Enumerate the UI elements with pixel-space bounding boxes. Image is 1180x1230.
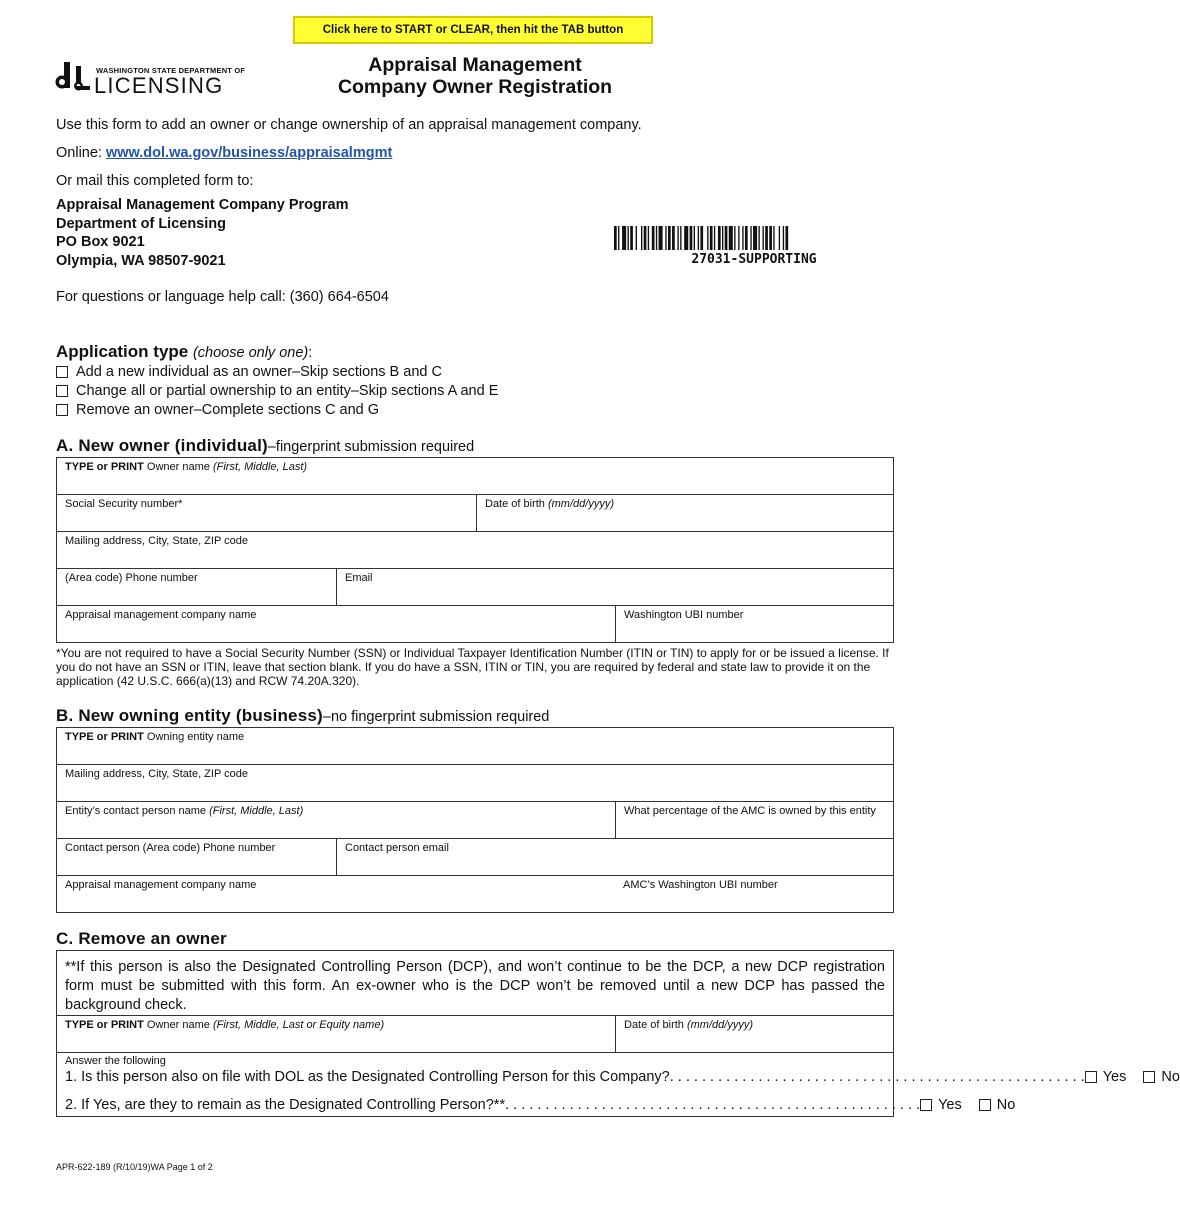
yes-checkbox[interactable] (920, 1099, 932, 1111)
barcode-bar (652, 226, 655, 250)
application-option[interactable] (56, 362, 498, 381)
no-checkbox[interactable] (1143, 1071, 1155, 1083)
field-label: Date of birth (485, 498, 545, 510)
barcode-bar (707, 226, 708, 250)
barcode-bar (758, 226, 759, 250)
amc-name-field[interactable] (57, 876, 615, 912)
barcode-bar (722, 226, 723, 250)
application-type-note: (choose only one) (192, 345, 309, 361)
option-checkbox[interactable] (56, 366, 68, 378)
ssn-field[interactable] (57, 495, 476, 531)
field-label: Owner name (146, 461, 210, 473)
no-checkbox[interactable] (979, 1099, 991, 1111)
form-row (57, 951, 893, 1016)
field-hint: (mm/dd/yyyy) (686, 1019, 753, 1031)
form-row (57, 1053, 1180, 1116)
form-row (57, 458, 893, 495)
address-line: Appraisal Management Company Program (56, 197, 349, 213)
section-b-subtitle: –no fingerprint submission required (322, 709, 550, 725)
barcode-bar (665, 226, 666, 250)
address-line: Olympia, WA 98507-9021 (56, 252, 226, 269)
field-label: (Area code) Phone number (65, 572, 198, 584)
barcode-bar (672, 226, 675, 250)
option-label: Add a new individual as an owner–Skip sections B and C (76, 363, 442, 380)
dot-leader: . . . . . . . . . . . . . . . . . . . . . . . . . . . . . . . . . . . . . . . . . . . . . . . . . . . . (669, 1069, 1085, 1085)
dot-leader: . . . . . . . . . . . . . . . . . . . . . . . . . . . . . . . . . . . . . . . . . . . . . . . . . . . . (505, 1097, 921, 1113)
barcode-bar (668, 226, 671, 250)
mailing-address-field[interactable] (57, 532, 893, 568)
application-type (56, 342, 498, 419)
barcode-bar (680, 226, 681, 250)
yes-label: Yes (1102, 1069, 1127, 1085)
section-b-heading (56, 706, 549, 726)
barcode-bar (725, 226, 728, 250)
start-clear-button[interactable]: Click here to START or CLEAR, then hit the TAB button (293, 16, 653, 44)
form-row (57, 1016, 893, 1053)
field-hint: (First, Middle, Last) (209, 805, 304, 817)
barcode-bar (729, 226, 733, 250)
barcode-bar (690, 226, 693, 250)
remove-owner-dob-field[interactable] (615, 1016, 893, 1052)
no-option[interactable] (1143, 1069, 1180, 1085)
section-b-title: B. New owning entity (business) (56, 706, 323, 725)
question-2 (65, 1097, 1016, 1113)
logo-small-text: WASHINGTON STATE DEPARTMENT OF (96, 66, 246, 75)
yes-checkbox[interactable] (1085, 1071, 1097, 1083)
field-label: Appraisal management company name (65, 609, 257, 621)
application-type-colon: : (308, 345, 313, 361)
questions-line: For questions or language help call: (360) 664-6504 (56, 289, 389, 305)
dcp-note: **If this person is also the Designated Controlling Person (DCP), and won’t continue to be the DCP, a new DCP registration form must be submitted with this form. An ex-owner who is the DCP won’t be removed until a new DCP has passed the background check. (65, 959, 885, 1013)
barcode-bar (710, 226, 713, 250)
mail-label: Or mail this completed form to: (56, 173, 254, 189)
application-option[interactable] (56, 400, 498, 419)
barcode-bar (750, 226, 751, 250)
question-text: 1. Is this person also on file with DOL as the Designated Controlling Person for this Company? (65, 1069, 670, 1085)
section-c-form (56, 950, 1180, 1117)
section-a-heading (56, 436, 474, 456)
barcode-bar (628, 226, 629, 250)
yes-option[interactable] (1085, 1069, 1127, 1085)
application-type-title: Application type (56, 342, 189, 361)
barcode-bar (745, 226, 748, 250)
form-footer: APR-622-189 (R/10/19)WA Page 1 of 2 (56, 1162, 213, 1172)
field-label: Appraisal management company name (65, 879, 257, 891)
option-label: Remove an owner–Complete sections C and G (76, 401, 380, 418)
address-line: Department of Licensing (56, 215, 226, 232)
field-label: Washington UBI number (624, 609, 744, 621)
barcode-bar (785, 226, 788, 250)
application-option[interactable] (56, 381, 498, 400)
field-label: Owning entity name (146, 731, 245, 743)
field-label: AMC’s Washington UBI number (623, 879, 778, 891)
barcode-bar (622, 226, 626, 250)
application-type-heading (56, 342, 498, 362)
intro-text: Use this form to add an owner or change ownership of an appraisal management company. (56, 117, 642, 133)
amc-ubi-field[interactable] (615, 876, 893, 912)
owner-name-field[interactable] (57, 458, 893, 494)
email-field[interactable] (336, 569, 893, 605)
field-label: Owner name (146, 1019, 210, 1031)
logo-big-text: LICENSING (94, 73, 224, 98)
barcode-bar (630, 226, 633, 250)
contact-name-field[interactable] (57, 802, 615, 838)
form-row (57, 839, 893, 876)
form-row (57, 532, 893, 569)
answer-label-text: Answer the following (65, 1055, 166, 1067)
section-a-subtitle: –fingerprint submission required (267, 439, 475, 455)
form-row (57, 876, 893, 912)
mailing-address (56, 196, 349, 270)
online-label: Online: (56, 145, 102, 161)
form-title-line1: Appraisal Management (368, 54, 582, 76)
entity-mailing-field[interactable] (57, 765, 893, 801)
remove-owner-name-field[interactable] (57, 1016, 615, 1052)
barcode-bar (783, 226, 784, 250)
form-row (57, 606, 893, 642)
barcode-bar (742, 226, 743, 250)
contact-phone-field[interactable] (57, 839, 336, 875)
yes-label: Yes (938, 1097, 962, 1113)
barcode-bar (753, 226, 757, 250)
barcode-bar (765, 226, 768, 250)
field-label: Entity’s contact person name (65, 805, 207, 817)
form-title-line2: Company Owner Registration (337, 76, 613, 98)
barcode-bar (738, 226, 739, 250)
barcode-bar (644, 226, 647, 250)
contact-email-field[interactable] (336, 839, 893, 875)
section-b-form (56, 727, 894, 913)
type-or-print-label: TYPE or PRINT (65, 461, 144, 473)
barcode-bar (656, 226, 657, 250)
ownership-percentage-field[interactable] (615, 802, 893, 838)
field-label: Mailing address, City, State, ZIP code (65, 535, 249, 547)
barcode-bar (734, 226, 735, 250)
entity-name-field[interactable] (57, 728, 893, 764)
field-label: Date of birth (624, 1019, 684, 1031)
barcode-bar (700, 226, 703, 250)
barcode-text: 27031-SUPPORTING (691, 252, 817, 267)
dob-field[interactable] (476, 495, 893, 531)
field-label: Social Security number* (65, 498, 183, 510)
option-label: Change all or partial ownership to an entity–Skip sections A and E (76, 382, 499, 399)
form-row (57, 802, 893, 839)
no-label: No (996, 1097, 1016, 1113)
barcode-bar (769, 226, 772, 250)
barcode-bar (659, 226, 663, 250)
form-row (57, 569, 893, 606)
yes-option[interactable] (920, 1097, 962, 1113)
dol-logo (56, 62, 246, 98)
online-link[interactable]: www.dol.wa.gov/business/appraisalmgmt (105, 145, 393, 161)
ubi-field[interactable] (615, 606, 893, 642)
form-row (57, 728, 893, 765)
field-label: Contact person email (345, 842, 449, 854)
barcode-bar (779, 226, 780, 250)
field-label: Contact person (Area code) Phone number (65, 842, 276, 854)
type-or-print-label: TYPE or PRINT (65, 731, 144, 743)
barcode-bar (718, 226, 721, 250)
form-row (57, 495, 893, 532)
option-checkbox[interactable] (56, 385, 68, 397)
barcode-bar (618, 226, 619, 250)
section-a-title: A. New owner (individual) (56, 436, 268, 455)
field-hint: (mm/dd/yyyy) (547, 498, 614, 510)
barcode-bar (641, 226, 642, 250)
no-label: No (1161, 1069, 1180, 1085)
barcode-bar (684, 226, 688, 250)
field-label: What percentage of the AMC is owned by this entity (624, 805, 876, 817)
barcode-bar (698, 226, 699, 250)
online-line (56, 145, 392, 161)
barcode (614, 226, 894, 250)
type-or-print-label: TYPE or PRINT (65, 1019, 144, 1031)
barcode-bar (614, 226, 617, 250)
field-label: Mailing address, City, State, ZIP code (65, 768, 249, 780)
amc-name-field[interactable] (57, 606, 615, 642)
field-label: Email (345, 572, 373, 584)
barcode-bar (694, 226, 695, 250)
question-text: 2. If Yes, are they to remain as the Designated Controlling Person?** (65, 1097, 506, 1113)
barcode-bar (677, 226, 678, 250)
barcode-bar (763, 226, 764, 250)
question-1 (65, 1069, 1180, 1085)
dol-logo-mark (56, 62, 92, 94)
field-hint: (First, Middle, Last or Equity name) (212, 1019, 385, 1031)
ssn-footnote: *You are not required to have a Social Security Number (SSN) or Individual Taxpayer Identification Number (ITIN or TIN) to apply for or be issued a license. If you do not have an SSN or ITIN, leave that section blank. If you do have a SSN, ITIN or TIN, you are required by federal and state law to provide it on the application (42 U.S.C. 666(a)(13) and RCW 74.20A.320). (56, 646, 889, 688)
option-checkbox[interactable] (56, 404, 68, 416)
barcode-bar (773, 226, 774, 250)
section-c-title: C. Remove an owner (56, 929, 227, 948)
barcode-bar (636, 226, 637, 250)
barcode-bar (648, 226, 649, 250)
phone-field[interactable] (57, 569, 336, 605)
section-a-form (56, 457, 894, 643)
form-row (57, 765, 893, 802)
barcode-bar (714, 226, 715, 250)
field-hint: (First, Middle, Last) (212, 461, 308, 473)
no-option[interactable] (979, 1097, 1016, 1113)
form-title (300, 54, 650, 98)
address-line: PO Box 9021 (56, 234, 145, 250)
section-c-heading (56, 929, 227, 949)
